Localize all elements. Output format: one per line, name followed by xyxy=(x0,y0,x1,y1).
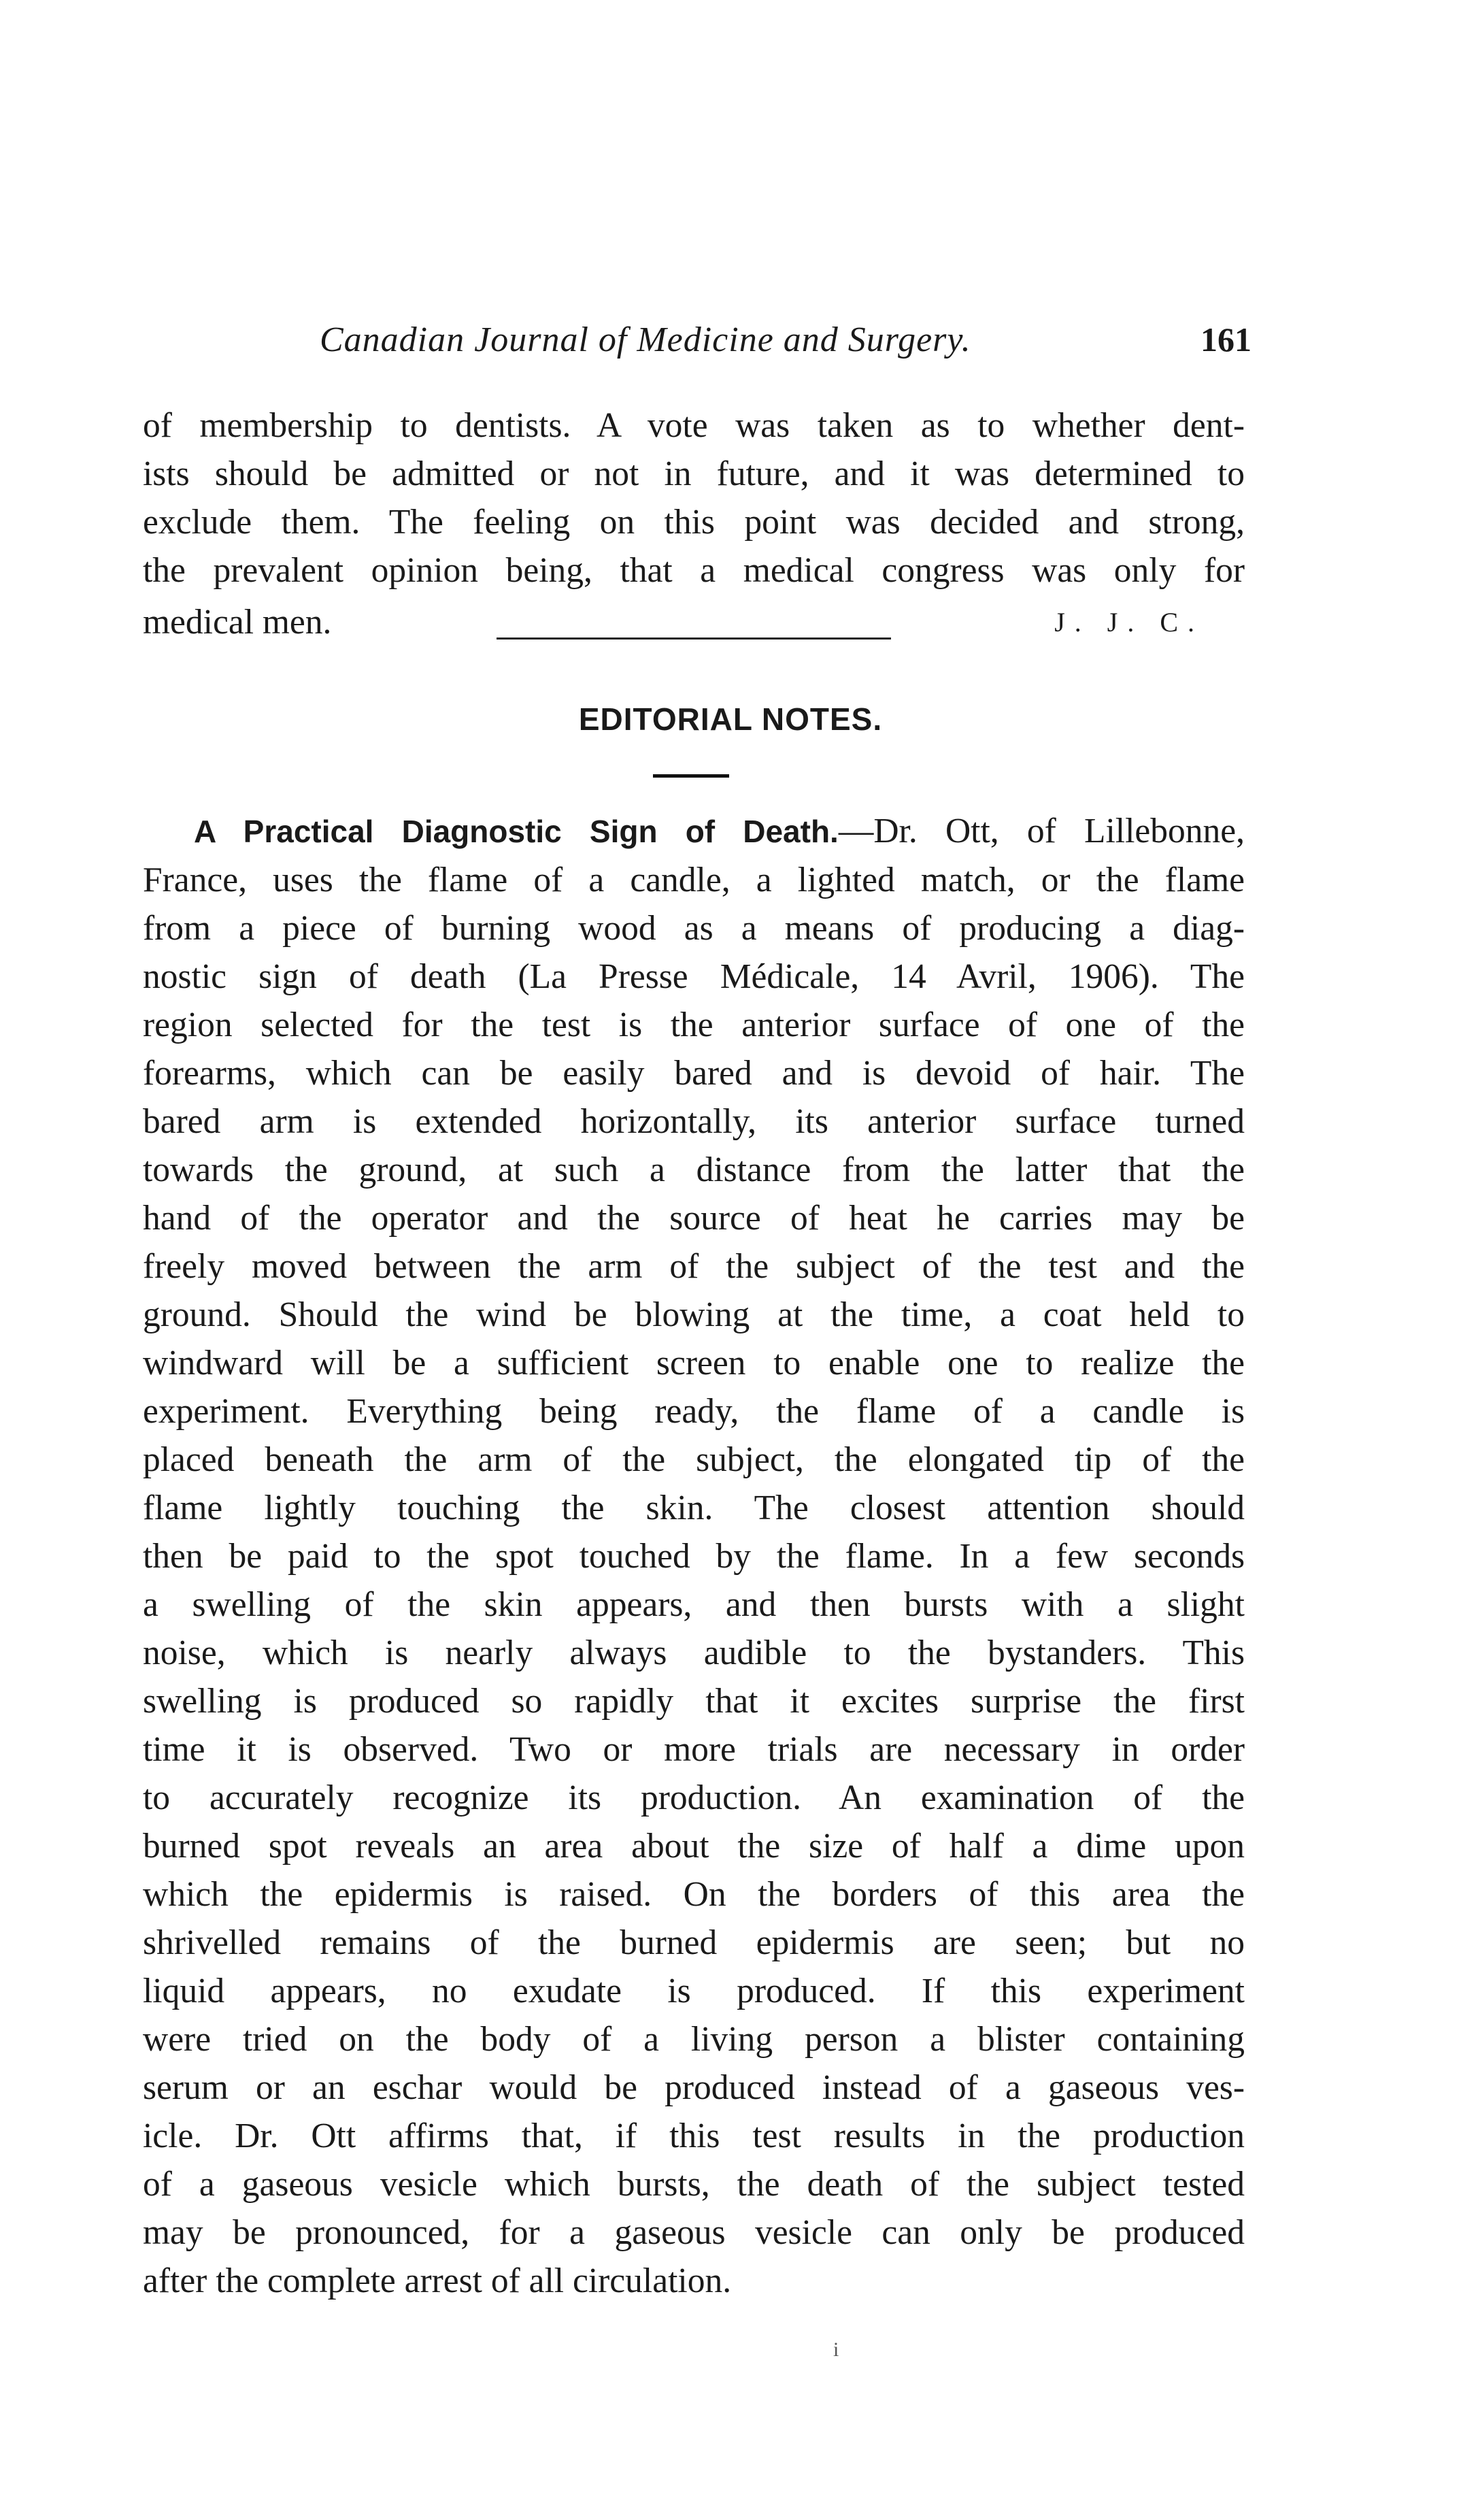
running-title: Canadian Journal of Medicine and Surgery. xyxy=(320,320,971,359)
page-number: 161 xyxy=(1200,320,1252,359)
text-line: shrivelled remains of the burned epidermis are seen; but no xyxy=(143,1923,1245,1962)
article-first-line-text: —Dr. Ott, of Lillebonne, xyxy=(838,812,1245,850)
separator-rule xyxy=(497,637,891,640)
text-line: France, uses the flame of a candle, a lighted match, or the flame xyxy=(143,861,1245,899)
text-line: bared arm is extended horizontally, its anterior surface turned xyxy=(143,1102,1245,1141)
text-line: nostic sign of death (La Presse Médicale, 14 Avril, 1906). The xyxy=(143,957,1245,996)
text-line: towards the ground, at such a distance from the latter that the xyxy=(143,1150,1245,1189)
article-first-line xyxy=(143,807,1245,856)
text-line: burned spot reveals an area about the size of half a dime upon xyxy=(143,1827,1245,1866)
text-line: experiment. Everything being ready, the flame of a candle is xyxy=(143,1392,1245,1431)
text-line: medical men. xyxy=(143,603,332,642)
article-paragraph xyxy=(143,807,1245,2305)
text-line: after the complete arrest of all circulation. xyxy=(143,2261,732,2300)
text-line: forearms, which can be easily bared and is devoid of hair. The xyxy=(143,1054,1245,1093)
text-line: liquid appears, no exudate is produced. If this experiment xyxy=(143,1972,1245,2010)
text-line: placed beneath the arm of the subject, the elongated tip of the xyxy=(143,1440,1245,1479)
text-line: ists should be admitted or not in future, and it was determined to xyxy=(143,454,1245,493)
heading-rule xyxy=(653,774,729,778)
author-initials: J. J. C. xyxy=(1054,607,1204,637)
text-line: serum or an eschar would be produced instead of a gaseous ves- xyxy=(143,2068,1245,2107)
text-line: noise, which is nearly always audible to the bystanders. This xyxy=(143,1634,1245,1672)
article-title: A Practical Diagnostic Sign of Death. xyxy=(194,814,839,849)
text-line: swelling is produced so rapidly that it excites surprise the first xyxy=(143,1682,1245,1721)
text-line: region selected for the test is the anterior surface of one of the xyxy=(143,1006,1245,1044)
text-line: the prevalent opinion being, that a medical congress was only for xyxy=(143,551,1245,590)
text-line: which the epidermis is raised. On the borders of this area the xyxy=(143,1875,1245,1914)
text-line: icle. Dr. Ott affirms that, if this test results in the production xyxy=(143,2117,1245,2155)
text-line: a swelling of the skin appears, and then bursts with a slight xyxy=(143,1585,1245,1624)
text-line: from a piece of burning wood as a means of producing a diag- xyxy=(143,909,1245,948)
text-line: of a gaseous vesicle which bursts, the death of the subject tested xyxy=(143,2165,1245,2204)
text-line: windward will be a sufficient screen to enable one to realize the xyxy=(143,1344,1245,1382)
text-line: ground. Should the wind be blowing at the time, a coat held to xyxy=(143,1295,1245,1334)
text-line: hand of the operator and the source of heat he carries may be xyxy=(143,1199,1245,1238)
footer-mark: i xyxy=(833,2338,839,2361)
intro-paragraph xyxy=(143,401,1245,595)
text-line: to accurately recognize its production. An examination of the xyxy=(143,1778,1245,1817)
text-line: of membership to dentists. A vote was taken as to whether dent- xyxy=(143,406,1245,445)
section-heading: EDITORIAL NOTES. xyxy=(578,701,883,737)
text-line: then be paid to the spot touched by the flame. In a few seconds xyxy=(143,1537,1245,1576)
signature-row xyxy=(143,602,1245,650)
text-line: were tried on the body of a living person a blister containing xyxy=(143,2020,1245,2059)
text-line: flame lightly touching the skin. The closest attention should xyxy=(143,1489,1245,1527)
text-line: freely moved between the arm of the subject of the test and the xyxy=(143,1247,1245,1286)
text-line: time it is observed. Two or more trials are necessary in order xyxy=(143,1730,1245,1769)
text-line: exclude them. The feeling on this point was decided and strong, xyxy=(143,503,1245,542)
page-header xyxy=(136,320,1252,374)
text-line: may be pronounced, for a gaseous vesicle can only be produced xyxy=(143,2213,1245,2252)
